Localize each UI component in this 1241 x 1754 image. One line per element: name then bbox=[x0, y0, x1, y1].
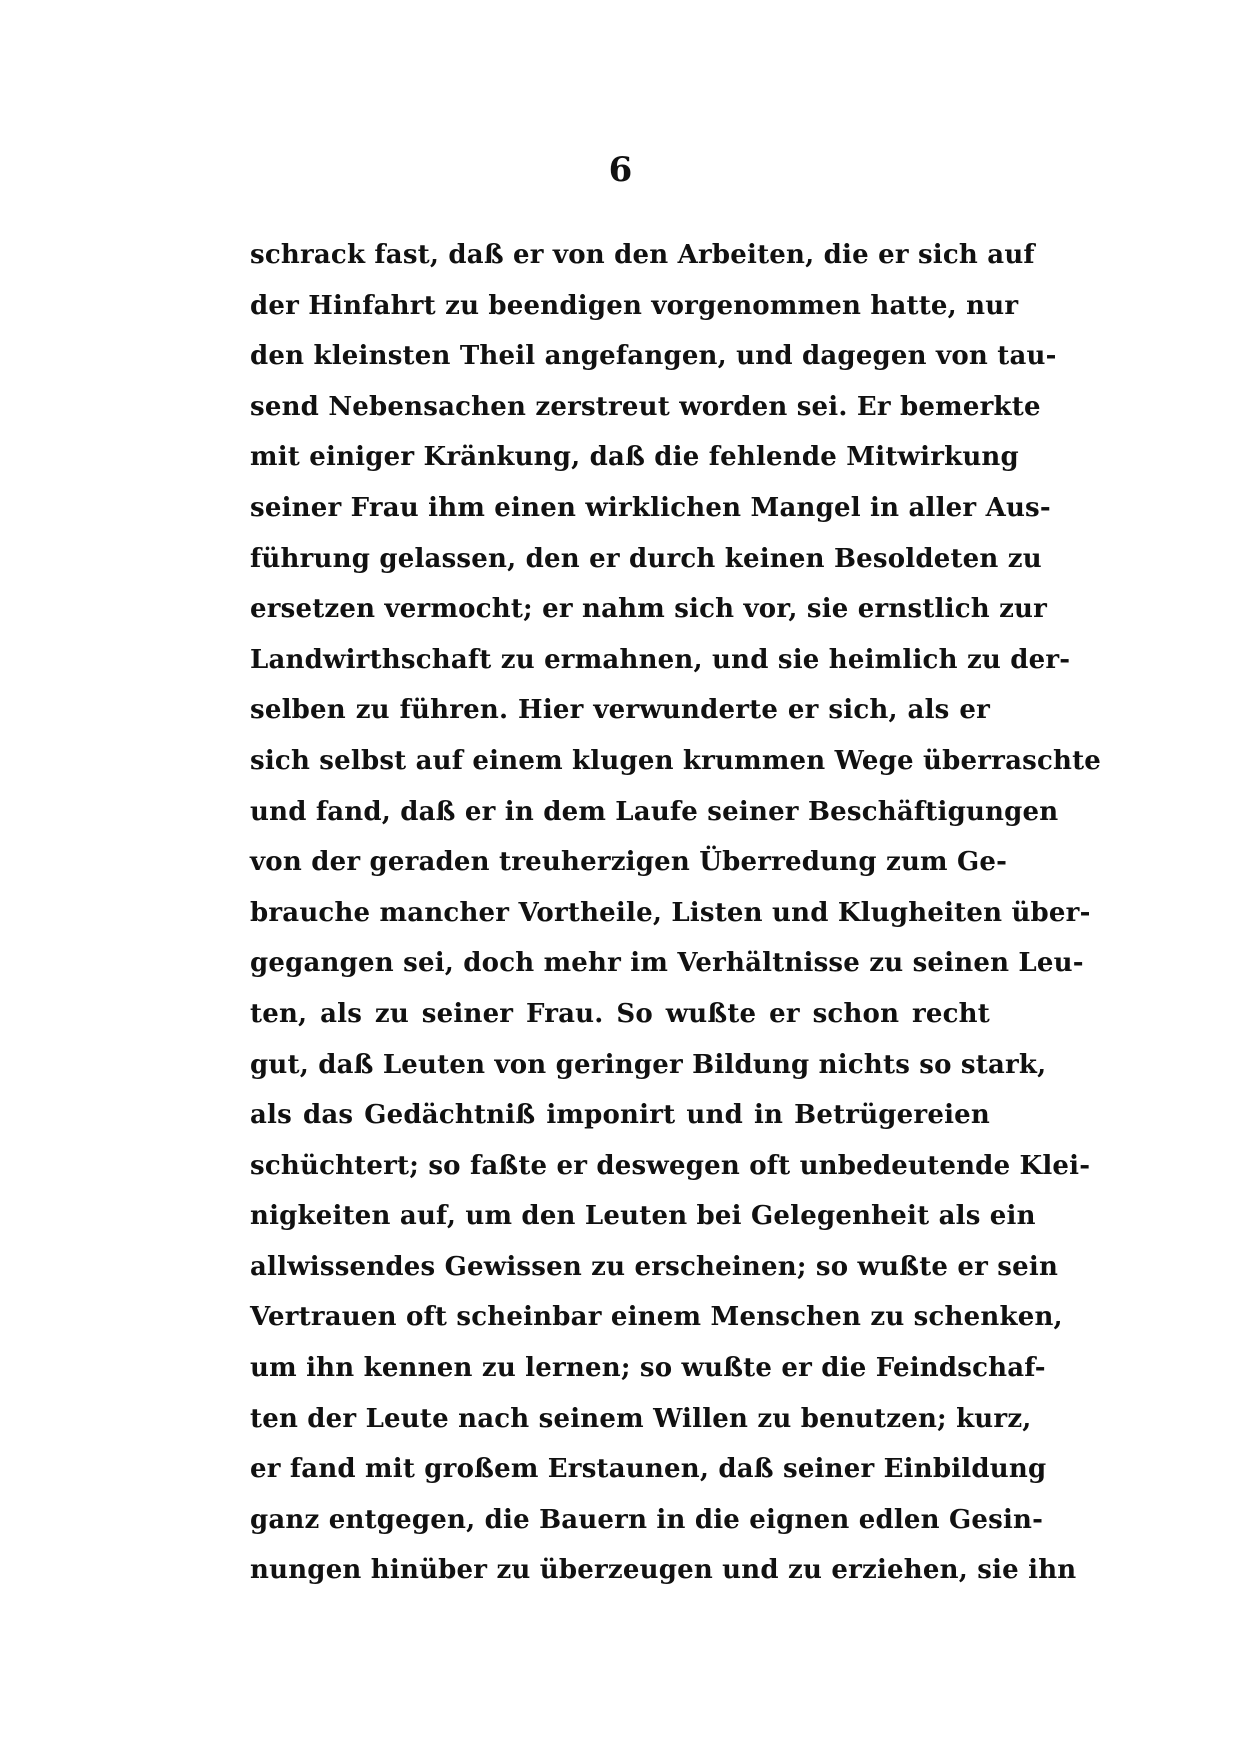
text-line: gegangen sei, doch mehr im Verhältnisse zu seinen Leu- bbox=[250, 948, 1084, 979]
text-line: send Nebensachen zerstreut worden sei. Er bemerkte bbox=[250, 391, 1041, 422]
text-line: selben zu führen. Hier verwunderte er sich, als er bbox=[250, 695, 990, 726]
text-line: gut, daß Leuten von geringer Bildung nichts so stark, bbox=[250, 1049, 1047, 1080]
text-line: Landwirthschaft zu ermahnen, und sie heimlich zu der- bbox=[250, 644, 1071, 675]
text-line: nungen hinüber zu überzeugen und zu erziehen, sie ihn bbox=[250, 1555, 1077, 1586]
text-line: führung gelassen, den er durch keinen Besoldeten zu bbox=[250, 543, 1042, 574]
text-line: brauche mancher Vortheile, Listen und Klugheiten über- bbox=[250, 897, 1091, 928]
text-line: schrack fast, daß er von den Arbeiten, die er sich auf bbox=[250, 240, 1035, 270]
page-number: 6 bbox=[608, 150, 633, 190]
text-line: mit einiger Kränkung, daß die fehlende Mitwirkung bbox=[250, 442, 1019, 473]
text-line: schüchtert; so faßte er deswegen oft unbedeutende Klei- bbox=[250, 1150, 1091, 1181]
text-line: von der geraden treuherzigen Überredung zum Ge- bbox=[250, 847, 1008, 878]
text-line: ganz entgegen, die Bauern in die eignen edlen Gesin- bbox=[250, 1504, 1044, 1535]
body-text bbox=[250, 230, 1102, 1596]
text-line: allwissendes Gewissen zu erscheinen; so wußte er sein bbox=[250, 1251, 1059, 1282]
text-line: seiner Frau ihm einen wirklichen Mangel in aller Aus- bbox=[250, 492, 1051, 523]
text-line: sich selbst auf einem klugen krummen Wege überraschte bbox=[250, 745, 1102, 776]
text-line: als das Gedächtniß imponirt und in Betrügereien bbox=[250, 1100, 990, 1131]
text-line: den kleinsten Theil angefangen, und dagegen von tau- bbox=[250, 341, 1057, 372]
text-line: um ihn kennen zu lernen; so wußte er die Feindschaf- bbox=[250, 1353, 1046, 1384]
text-line: er fand mit großem Erstaunen, daß seiner Einbildung bbox=[250, 1454, 1047, 1485]
text-line: ten der Leute nach seinem Willen zu benutzen; kurz, bbox=[250, 1403, 1032, 1434]
text-line: ersetzen vermocht; er nahm sich vor, sie ernstlich zur bbox=[250, 594, 1048, 625]
text-line: und fand, daß er in dem Laufe seiner Beschäftigungen bbox=[250, 796, 1059, 827]
text-line: Vertrauen oft scheinbar einem Menschen zu schenken, bbox=[250, 1302, 1063, 1333]
text-line: ten, als zu seiner Frau. So wußte er schon recht bbox=[250, 998, 990, 1029]
text-line: nigkeiten auf, um den Leuten bei Gelegenheit als ein bbox=[250, 1201, 1036, 1232]
text-line: der Hinfahrt zu beendigen vorgenommen hatte, nur bbox=[250, 290, 1019, 321]
